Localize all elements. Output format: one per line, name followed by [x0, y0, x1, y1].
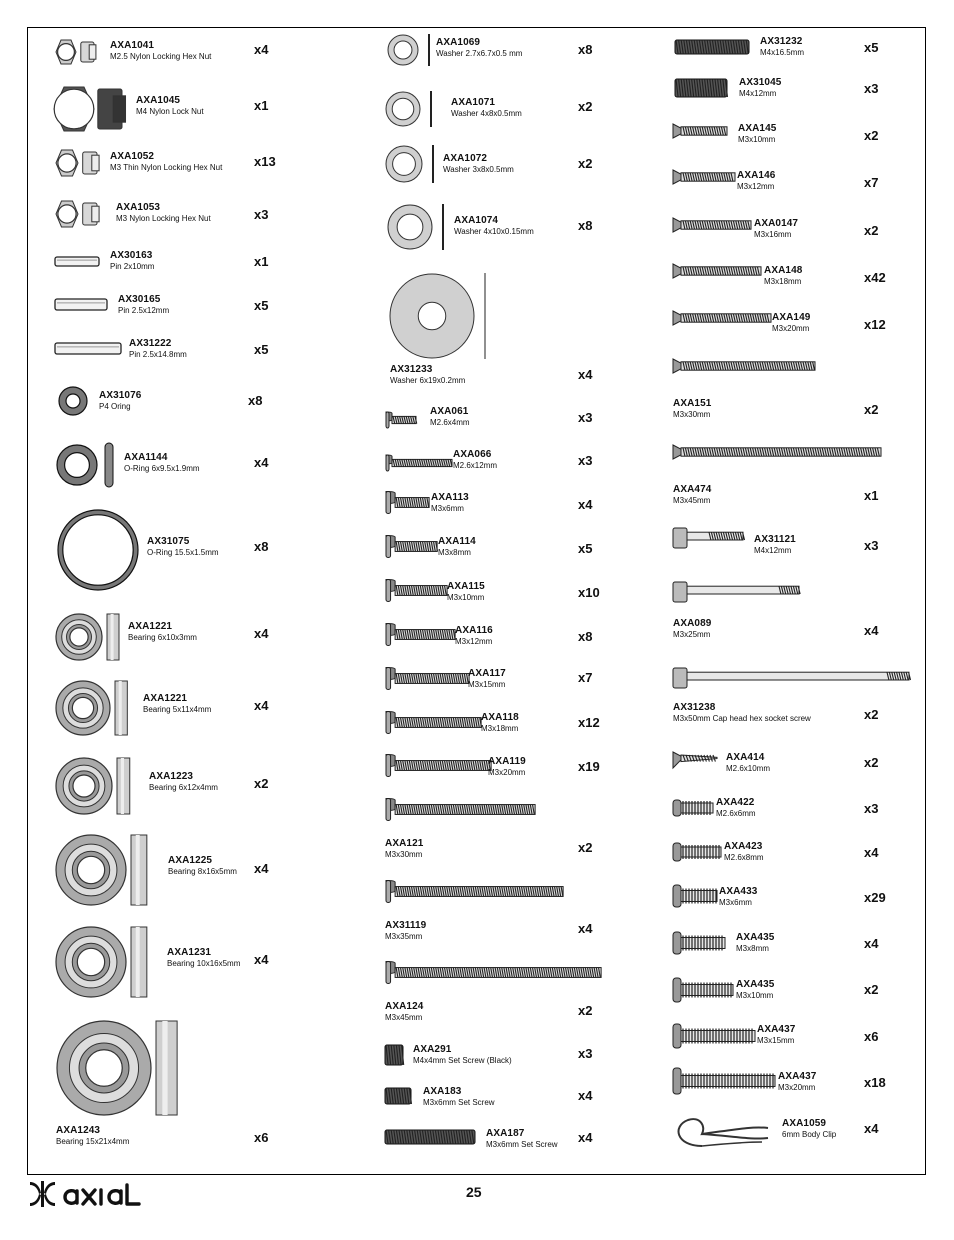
part-description: M3x6mm — [431, 504, 464, 513]
part-quantity: x2 — [864, 128, 879, 143]
part-code: AX31119 — [385, 920, 427, 931]
part-label — [447, 581, 485, 603]
part-quantity: x4 — [254, 952, 269, 967]
part-quantity: x3 — [578, 410, 593, 425]
part-label — [739, 77, 781, 99]
part-description: M3x12mm — [737, 182, 775, 191]
part-description: M3x30mm — [385, 850, 423, 859]
part-label — [724, 841, 764, 863]
part-label — [757, 1024, 795, 1046]
part-quantity: x6 — [864, 1029, 879, 1044]
part-quantity: x4 — [254, 626, 269, 641]
part-code: AXA146 — [737, 170, 776, 181]
part-label — [673, 618, 711, 640]
part-quantity: x4 — [864, 936, 879, 951]
part-code: AXA116 — [455, 625, 493, 636]
part-description: M3x6mm Set Screw — [423, 1098, 495, 1107]
part-description: M3x20mm — [488, 768, 526, 777]
part-label — [754, 218, 798, 240]
part-code: AXA1074 — [454, 215, 499, 226]
part-description: M3x45mm — [673, 496, 711, 505]
part-label — [782, 1118, 836, 1140]
part-label — [486, 1128, 558, 1150]
part-quantity: x5 — [254, 342, 269, 357]
part-code: AXA1069 — [436, 37, 481, 48]
part-quantity: x3 — [578, 1046, 593, 1061]
part-code: AXA437 — [778, 1071, 817, 1082]
part-quantity: x2 — [578, 840, 593, 855]
part-code: AXA1144 — [124, 452, 168, 463]
part-code: AXA1059 — [782, 1118, 827, 1129]
part-quantity: x5 — [864, 40, 879, 55]
part-description: M3x10mm — [736, 991, 774, 1000]
part-code: AXA433 — [719, 886, 758, 897]
part-description: Bearing 10x16x5mm — [167, 959, 241, 968]
part-code: AXA435 — [736, 932, 775, 943]
part-quantity: x2 — [864, 223, 879, 238]
part-label — [99, 390, 141, 412]
part-label — [736, 979, 774, 1001]
part-code: AXA1243 — [56, 1125, 101, 1136]
part-label — [454, 215, 534, 237]
part-code: AXA1223 — [149, 771, 194, 782]
part-code: AXA118 — [481, 712, 519, 723]
part-description: Washer 6x19x0.2mm — [390, 376, 466, 385]
part-quantity: x12 — [864, 317, 886, 332]
part-label — [754, 534, 796, 556]
part-description: Bearing 8x16x5mm — [168, 867, 237, 876]
part-code: AX31121 — [754, 534, 796, 545]
part-description: M2.6x8mm — [724, 853, 764, 862]
part-code: AXA148 — [764, 265, 803, 276]
part-code: AXA0147 — [754, 218, 799, 229]
axial-wordmark — [65, 1185, 139, 1204]
part-code: AXA435 — [736, 979, 775, 990]
part-label — [455, 625, 493, 647]
part-label — [116, 202, 211, 224]
part-label — [110, 250, 154, 272]
part-code: AXA149 — [772, 312, 811, 323]
part-description: Washer 4x10x0.15mm — [454, 227, 534, 236]
part-label — [438, 536, 476, 558]
part-quantity: x2 — [578, 99, 593, 114]
part-description: Washer 4x8x0.5mm — [451, 109, 522, 118]
part-quantity: x2 — [864, 982, 879, 997]
part-description: O-Ring 15.5x1.5mm — [147, 548, 219, 557]
part-label — [167, 947, 240, 969]
part-code: AXA1041 — [110, 40, 155, 51]
part-quantity: x4 — [864, 623, 879, 638]
part-quantity: x5 — [578, 541, 593, 556]
part-description: M3x10mm — [738, 135, 776, 144]
part-code: AXA423 — [724, 841, 763, 852]
part-quantity: x4 — [254, 42, 269, 57]
part-quantity: x19 — [578, 759, 600, 774]
part-description: M2.6x10mm — [726, 764, 771, 773]
part-description: Pin 2.5x14.8mm — [129, 350, 187, 359]
part-quantity: x12 — [578, 715, 600, 730]
part-label — [673, 398, 711, 420]
part-code: AXA187 — [486, 1128, 525, 1139]
part-description: M4x4mm Set Screw (Black) — [413, 1056, 512, 1065]
part-code: AXA1221 — [128, 621, 173, 632]
part-description: M3x6mm Set Screw — [486, 1140, 558, 1149]
part-description: M4 Nylon Lock Nut — [136, 107, 204, 116]
part-quantity: x7 — [578, 670, 593, 685]
part-description: Bearing 6x12x4mm — [149, 783, 218, 792]
part-description: Washer 2.7x6.7x0.5 mm — [436, 49, 523, 58]
part-label — [129, 338, 187, 360]
part-quantity: x18 — [864, 1075, 886, 1090]
part-label — [128, 621, 197, 643]
part-label — [760, 36, 804, 58]
part-description: M3x12mm — [455, 637, 493, 646]
part-code: AXA061 — [430, 406, 469, 417]
axial-mark-icon — [30, 1181, 55, 1207]
part-quantity: x4 — [254, 861, 269, 876]
part-description: M3x10mm — [447, 593, 485, 602]
part-quantity: x10 — [578, 585, 600, 600]
part-quantity: x2 — [864, 707, 879, 722]
part-description: M3x18mm — [764, 277, 802, 286]
part-description: M3x30mm — [673, 410, 711, 419]
part-quantity: x29 — [864, 890, 886, 905]
part-label — [147, 536, 219, 558]
part-description: M3x25mm — [673, 630, 711, 639]
part-label — [430, 406, 470, 428]
part-description: M3x50mm Cap head hex socket screw — [673, 714, 811, 723]
body-clip-icon — [672, 1116, 782, 1226]
part-description: M3x35mm — [385, 932, 423, 941]
part-code: AX31233 — [390, 364, 433, 375]
part-description: M3x8mm — [736, 944, 769, 953]
part-code: AXA291 — [413, 1044, 452, 1055]
part-label — [124, 452, 200, 474]
part-quantity: x7 — [864, 175, 879, 190]
part-description: M3x45mm — [385, 1013, 423, 1022]
part-description: Bearing 6x10x3mm — [128, 633, 197, 642]
part-code: AXA1052 — [110, 151, 155, 162]
part-label — [385, 838, 423, 860]
part-quantity: x2 — [578, 1003, 593, 1018]
part-code: AXA117 — [468, 668, 506, 679]
part-description: M2.5 Nylon Locking Hex Nut — [110, 52, 212, 61]
part-label — [726, 752, 770, 774]
part-quantity: x5 — [254, 298, 269, 313]
part-label — [451, 97, 522, 119]
part-label — [778, 1071, 816, 1093]
part-description: Pin 2.5x12mm — [118, 306, 170, 315]
part-label — [385, 1001, 423, 1023]
part-description: M3x8mm — [438, 548, 471, 557]
part-code: AXA119 — [488, 756, 526, 767]
part-code: AXA151 — [673, 398, 712, 409]
part-label — [143, 693, 211, 715]
part-label — [772, 312, 810, 334]
part-quantity: x1 — [254, 98, 269, 113]
bearing-icon — [56, 1020, 166, 1130]
part-code: AXA115 — [447, 581, 485, 592]
part-description: Washer 3x8x0.5mm — [443, 165, 514, 174]
part-quantity: x4 — [864, 845, 879, 860]
part-code: AXA113 — [431, 492, 469, 503]
part-code: AXA121 — [385, 838, 424, 849]
part-label — [136, 95, 204, 117]
part-label — [443, 153, 514, 175]
part-quantity: x2 — [578, 156, 593, 171]
part-code: AX31222 — [129, 338, 172, 349]
part-description: O-Ring 6x9.5x1.9mm — [124, 464, 200, 473]
part-label — [468, 668, 506, 690]
part-label — [110, 151, 222, 173]
part-code: AXA474 — [673, 484, 712, 495]
part-description: P4 Oring — [99, 402, 131, 411]
part-code: AXA1071 — [451, 97, 496, 108]
part-quantity: x8 — [578, 42, 593, 57]
part-quantity: x4 — [578, 921, 593, 936]
part-description: M4x16.5mm — [760, 48, 805, 57]
part-description: M3x20mm — [778, 1083, 816, 1092]
axial-logo — [27, 1178, 167, 1212]
part-description: M3x15mm — [468, 680, 506, 689]
part-label — [488, 756, 526, 778]
part-description: M3 Nylon Locking Hex Nut — [116, 214, 211, 223]
part-quantity: x4 — [254, 455, 269, 470]
part-label — [481, 712, 519, 734]
part-label — [168, 855, 237, 877]
part-label — [453, 449, 497, 471]
part-description: M2.6x12mm — [453, 461, 498, 470]
part-description: 6mm Body Clip — [782, 1130, 837, 1139]
part-code: AX31075 — [147, 536, 190, 547]
part-label — [423, 1086, 495, 1108]
part-description: M2.6x4mm — [430, 418, 470, 427]
part-description: Bearing 15x21x4mm — [56, 1137, 130, 1146]
part-label — [716, 797, 756, 819]
part-description: M3x15mm — [757, 1036, 795, 1045]
part-code: AX30165 — [118, 294, 161, 305]
part-quantity: x3 — [578, 453, 593, 468]
part-code: AXA422 — [716, 797, 755, 808]
part-label — [673, 702, 811, 724]
part-description: M3x6mm — [719, 898, 752, 907]
part-label — [56, 1125, 129, 1147]
part-description: M4x12mm — [754, 546, 792, 555]
part-label — [764, 265, 802, 287]
part-label — [736, 932, 774, 954]
part-code: AX30163 — [110, 250, 153, 261]
part-code: AXA183 — [423, 1086, 462, 1097]
part-label — [431, 492, 469, 514]
part-description: M3x20mm — [772, 324, 810, 333]
part-quantity: x4 — [578, 367, 593, 382]
part-quantity: x2 — [254, 776, 269, 791]
part-quantity: x1 — [864, 488, 879, 503]
part-quantity: x2 — [864, 402, 879, 417]
part-quantity: x6 — [254, 1130, 269, 1145]
part-quantity: x4 — [254, 698, 269, 713]
part-quantity: x3 — [864, 801, 879, 816]
part-quantity: x2 — [864, 755, 879, 770]
part-label — [385, 920, 426, 942]
part-quantity: x4 — [578, 1088, 593, 1103]
part-code: AXA145 — [738, 123, 777, 134]
part-code: AXA114 — [438, 536, 476, 547]
part-description: M2.6x6mm — [716, 809, 756, 818]
part-quantity: x4 — [578, 1130, 593, 1145]
part-quantity: x1 — [254, 254, 269, 269]
part-description: Pin 2x10mm — [110, 262, 155, 271]
part-code: AXA1053 — [116, 202, 161, 213]
part-description: M4x12mm — [739, 89, 777, 98]
part-label — [118, 294, 169, 316]
part-label — [738, 123, 776, 145]
part-label — [673, 484, 711, 506]
part-description: Bearing 5x11x4mm — [143, 705, 212, 714]
part-quantity: x42 — [864, 270, 886, 285]
part-code: AXA089 — [673, 618, 712, 629]
part-label — [719, 886, 757, 908]
part-code: AXA1231 — [167, 947, 212, 958]
part-code: AXA1225 — [168, 855, 213, 866]
part-code: AXA1045 — [136, 95, 181, 106]
part-quantity: x3 — [864, 538, 879, 553]
part-code: AX31238 — [673, 702, 716, 713]
part-quantity: x4 — [864, 1121, 879, 1136]
part-label — [390, 364, 465, 386]
part-description: M3x16mm — [754, 230, 792, 239]
part-quantity: x8 — [578, 629, 593, 644]
part-label — [149, 771, 218, 793]
part-label — [436, 37, 522, 59]
part-quantity: x13 — [254, 154, 276, 169]
part-code: AXA437 — [757, 1024, 796, 1035]
page-number: 25 — [466, 1184, 482, 1200]
part-label — [110, 40, 211, 62]
part-label — [737, 170, 775, 192]
part-quantity: x8 — [578, 218, 593, 233]
part-quantity: x3 — [864, 81, 879, 96]
part-code: AXA1072 — [443, 153, 488, 164]
part-code: AXA414 — [726, 752, 765, 763]
part-code: AXA066 — [453, 449, 492, 460]
part-description: M3x18mm — [481, 724, 519, 733]
o-ring-icon — [56, 508, 166, 618]
part-quantity: x8 — [254, 539, 269, 554]
part-quantity: x3 — [254, 207, 269, 222]
part-quantity: x4 — [578, 497, 593, 512]
part-quantity: x8 — [248, 393, 263, 408]
part-code: AX31045 — [739, 77, 782, 88]
part-label — [413, 1044, 512, 1066]
part-code: AX31076 — [99, 390, 142, 401]
part-code: AX31232 — [760, 36, 803, 47]
part-description: M3 Thin Nylon Locking Hex Nut — [110, 163, 223, 172]
part-code: AXA1221 — [143, 693, 188, 704]
part-code: AXA124 — [385, 1001, 424, 1012]
